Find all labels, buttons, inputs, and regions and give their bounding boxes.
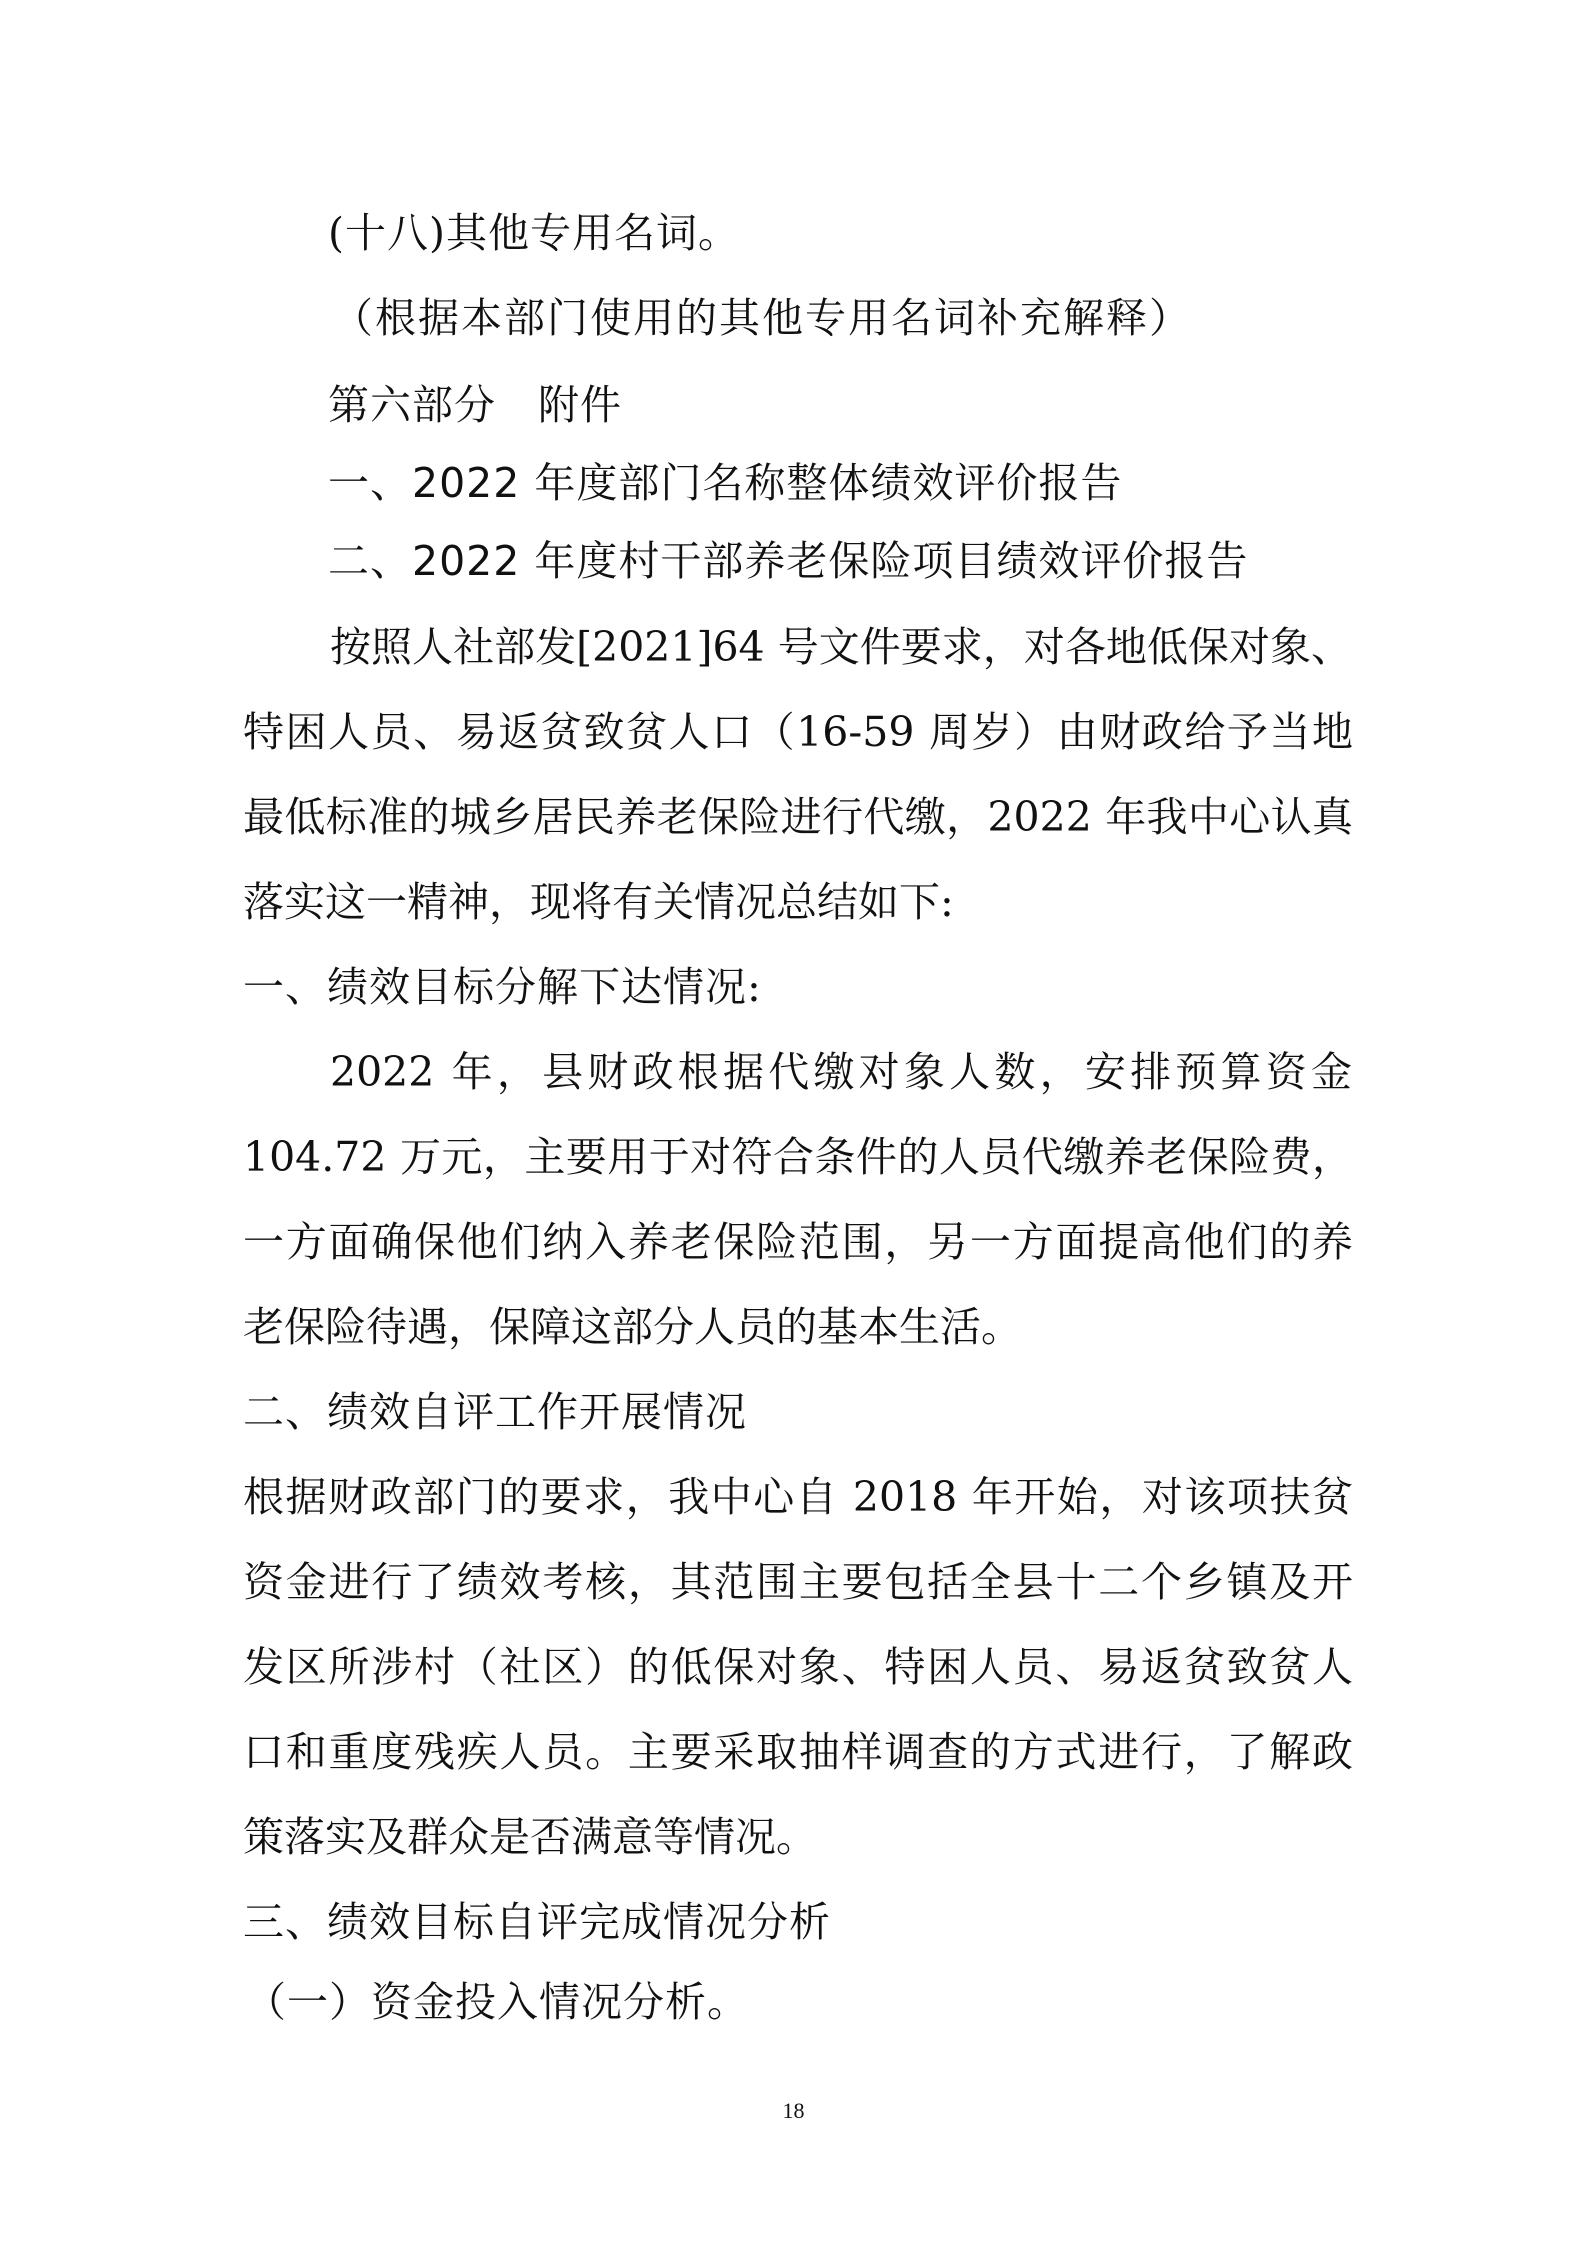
paragraph-line: 一方面确保他们纳入养老保险范围，另一方面提高他们的养 xyxy=(243,1218,1353,1266)
subsection-heading-1: （一）资金投入情况分析。 xyxy=(245,1978,749,2026)
page-number: 18 xyxy=(782,2098,805,2123)
text-line-section-18: (十八)其他专用名词。 xyxy=(328,209,740,257)
paragraph-line: 按照人社部发[2021]64 号文件要求，对各地低保对象、 xyxy=(330,623,1352,671)
paragraph-line: 根据财政部门的要求，我中心自 2018 年开始，对该项扶贫 xyxy=(243,1473,1353,1521)
section-heading-1: 一、绩效目标分解下达情况: xyxy=(243,963,762,1011)
paragraph-line: 发区所涉村（社区）的低保对象、特困人员、易返贫致贫人 xyxy=(243,1643,1353,1691)
section-heading-2: 二、绩效自评工作开展情况 xyxy=(243,1388,747,1436)
heading-attachment-2: 二、2022 年度村干部养老保险项目绩效评价报告 xyxy=(328,537,1249,585)
paragraph-line: 最低标准的城乡居民养老保险进行代缴，2022 年我中心认真 xyxy=(243,793,1353,841)
paragraph-line: 资金进行了绩效考核，其范围主要包括全县十二个乡镇及开 xyxy=(243,1558,1353,1606)
heading-attachment-1: 一、2022 年度部门名称整体绩效评价报告 xyxy=(328,459,1123,507)
heading-part-six: 第六部分 附件 xyxy=(328,381,622,429)
paragraph-line: 104.72 万元，主要用于对符合条件的人员代缴养老保险费， xyxy=(243,1133,1353,1181)
paragraph-line: 特困人员、易返贫致贫人口（16-59 周岁）由财政给予当地 xyxy=(243,708,1353,756)
paragraph-line: 老保险待遇，保障这部分人员的基本生活。 xyxy=(243,1303,1022,1351)
section-heading-3: 三、绩效目标自评完成情况分析 xyxy=(243,1898,831,1946)
paragraph-line: 落实这一精神，现将有关情况总结如下: xyxy=(243,878,954,926)
paragraph-line: 2022 年，县财政根据代缴对象人数，安排预算资金 xyxy=(330,1048,1352,1096)
paragraph-line: 口和重度残疾人员。主要采取抽样调查的方式进行，了解政 xyxy=(243,1728,1353,1776)
paragraph-line: 策落实及群众是否满意等情况。 xyxy=(243,1813,817,1861)
text-line-note: （根据本部门使用的其他专用名词补充解释） xyxy=(332,294,1192,342)
